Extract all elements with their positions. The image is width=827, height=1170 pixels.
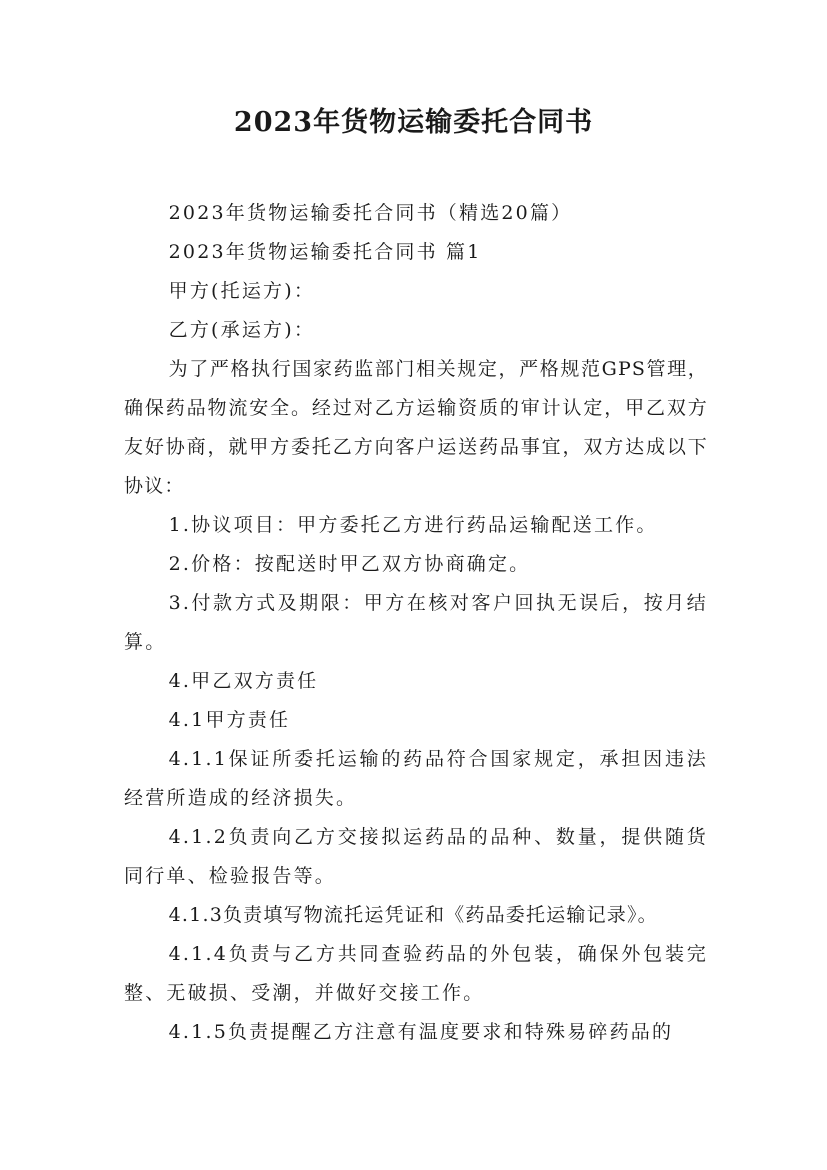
paragraph-clause-4-1-5: 4.1.5负责提醒乙方注意有温度要求和特殊易碎药品的 bbox=[168, 1021, 674, 1043]
paragraph-subtitle: 2023年货物运输委托合同书（精选20篇） bbox=[168, 202, 573, 224]
paragraph-party-b: 乙方(承运方)： bbox=[168, 319, 316, 341]
document-body bbox=[124, 194, 708, 1052]
paragraph-preamble: 为了严格执行国家药监部门相关规定，严格规范GPS管理，确保药品物流安全。经过对乙方运输资质的审计认定，甲乙双方友好协商，就甲方委托乙方向客户运送药品事宜，双方达成以下协议： bbox=[124, 358, 708, 497]
paragraph-clause-2: 2.价格：按配送时甲乙双方协商确定。 bbox=[168, 553, 531, 575]
document-title: 2023年货物运输委托合同书 bbox=[233, 107, 594, 138]
paragraph-section-heading: 2023年货物运输委托合同书 篇1 bbox=[168, 241, 482, 263]
paragraph-party-a: 甲方(托运方)： bbox=[168, 280, 316, 302]
paragraph-clause-4: 4.甲乙双方责任 bbox=[168, 670, 319, 692]
paragraph-clause-4-1-3: 4.1.3负责填写物流托运凭证和《药品委托运输记录》。 bbox=[168, 904, 658, 926]
paragraph-clause-1: 1.协议项目：甲方委托乙方进行药品运输配送工作。 bbox=[168, 514, 658, 536]
paragraph-clause-3: 3.付款方式及期限：甲方在核对客户回执无误后，按月结算。 bbox=[124, 592, 708, 653]
paragraph-clause-4-1-1: 4.1.1保证所委托运输的药品符合国家规定，承担因违法经营所造成的经济损失。 bbox=[124, 748, 708, 809]
paragraph-clause-4-1: 4.1甲方责任 bbox=[168, 709, 291, 731]
paragraph-clause-4-1-4: 4.1.4负责与乙方共同查验药品的外包装，确保外包装完整、无破损、受潮，并做好交接工作。 bbox=[124, 943, 708, 1004]
paragraph-clause-4-1-2: 4.1.2负责向乙方交接拟运药品的品种、数量，提供随货同行单、检验报告等。 bbox=[124, 826, 708, 887]
